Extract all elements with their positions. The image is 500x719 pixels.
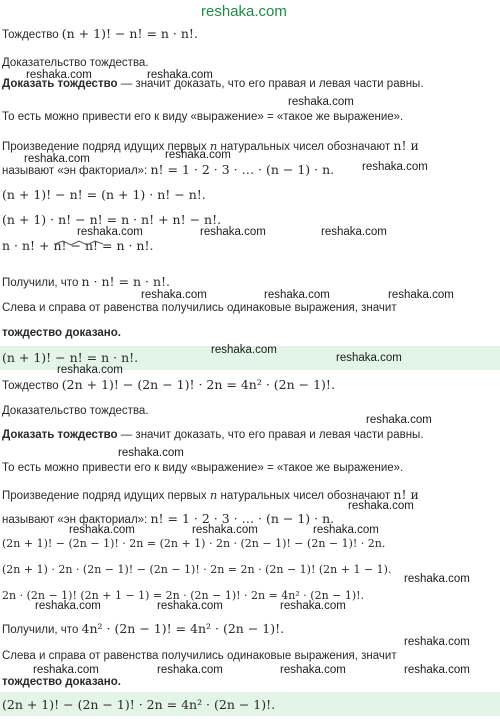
got-line-2 — [2, 621, 284, 638]
watermark: reshaka.com — [33, 664, 99, 676]
product-suffix: натуральных чисел обозначают — [217, 490, 394, 502]
means-line-2: То есть можно привести его к виду «выражение» = «такое же выражение». — [2, 462, 404, 474]
answer-1: (n + 1)! − n! = n · n!. — [2, 350, 139, 365]
product-suffix: натуральных чисел обозначают — [217, 141, 394, 153]
got-prefix: Получили, что — [2, 624, 82, 636]
watermark: reshaka.com — [118, 447, 184, 459]
watermark: reshaka.com — [280, 600, 346, 612]
title-formula: (2n + 1)! − (2n − 1)! · 2n = 4n² · (2n − 1)!. — [61, 377, 335, 392]
product-end: n! и — [393, 487, 419, 502]
watermark: reshaka.com — [57, 364, 123, 376]
watermark: reshaka.com — [362, 161, 428, 173]
product-var: n — [209, 488, 218, 502]
identity-title-1 — [2, 26, 198, 43]
cancel-strike-marks — [55, 240, 105, 246]
watermark: reshaka.com — [192, 524, 258, 536]
factorial-formula: n! = 1 · 2 · 3 · … · (n − 1) · n. — [150, 162, 335, 177]
got-prefix: Получили, что — [2, 277, 82, 289]
product-var: n — [209, 139, 218, 153]
step-2-3: 2n · (2n − 1)! (2n + 1 − 1) = 2n · (2n − 1)! · 2n = 4n² · (2n − 1)!. — [2, 589, 365, 602]
proven-2: тождество доказано. — [2, 676, 121, 688]
watermark: reshaka.com — [336, 352, 402, 364]
title-prefix: Тождество — [2, 380, 62, 392]
definition-2 — [2, 428, 424, 443]
product-end: n! и — [393, 138, 419, 153]
definition-bold: Доказать тождество — [2, 429, 118, 441]
watermark: reshaka.com — [288, 96, 354, 108]
got-formula: 4n² · (2n − 1)! = 4n² · (2n − 1)!. — [81, 621, 285, 636]
factorial-prefix: называют «эн факториал»: — [2, 165, 151, 177]
proven-1: тождество доказано. — [2, 327, 121, 339]
watermark: reshaka.com — [26, 69, 92, 81]
factorial-prefix: называют «эн факториал»: — [2, 514, 151, 526]
watermark: reshaka.com — [321, 226, 387, 238]
title-formula: (n + 1)! − n! = n · n!. — [61, 26, 198, 41]
product-prefix: Произведение подряд идущих первых — [2, 490, 210, 502]
proof-heading-1: Доказательство тождества. — [2, 57, 149, 69]
watermark-top: reshaka.com — [201, 3, 287, 20]
factorial-formula: n! = 1 · 2 · 3 · … · (n − 1) · n. — [150, 511, 335, 526]
definition-rest: — значит доказать, что его правая и левая части равны. — [117, 429, 424, 441]
step-1-1: (n + 1)! − n! = (n + 1) · n! − n!. — [2, 187, 206, 202]
watermark: reshaka.com — [388, 289, 454, 301]
watermark: reshaka.com — [280, 664, 346, 676]
means-line-1: То есть можно привести его к виду «выражение» = «такое же выражение». — [2, 111, 404, 123]
watermark: reshaka.com — [165, 149, 231, 161]
watermark: reshaka.com — [404, 573, 470, 585]
identity-title-2 — [2, 377, 335, 394]
watermark: reshaka.com — [264, 289, 330, 301]
watermark: reshaka.com — [313, 524, 379, 536]
same-line-1: Слева и справа от равенства получились одинаковые выражения, значит — [2, 302, 397, 314]
watermark: reshaka.com — [157, 600, 223, 612]
watermark: reshaka.com — [141, 289, 207, 301]
watermark: reshaka.com — [157, 664, 223, 676]
watermark: reshaka.com — [200, 226, 266, 238]
watermark: reshaka.com — [24, 153, 90, 165]
factorial-line-2 — [2, 511, 334, 528]
same-line-2: Слева и справа от равенства получились одинаковые выражения, значит — [2, 650, 397, 662]
definition-rest: — значит доказать, что его правая и левая части равны. — [117, 78, 424, 90]
step-1-3: n · n! + n! − n! = n · n!. — [2, 238, 154, 253]
answer-2: (2n + 1)! − (2n − 1)! · 2n = 4n² · (2n − 1)!. — [2, 697, 276, 712]
product-prefix: Произведение подряд идущих первых — [2, 141, 210, 153]
watermark: reshaka.com — [404, 664, 470, 676]
watermark: reshaka.com — [69, 524, 135, 536]
watermark: reshaka.com — [348, 500, 414, 512]
title-prefix: Тождество — [2, 29, 62, 41]
step-2-1: (2n + 1)! − (2n − 1)! · 2n = (2n + 1) · 2n · (2n − 1)! − (2n − 1)! · 2n. — [2, 537, 386, 550]
watermark: reshaka.com — [211, 344, 277, 356]
watermark: reshaka.com — [366, 414, 432, 426]
watermark: reshaka.com — [404, 636, 470, 648]
watermark: reshaka.com — [147, 69, 213, 81]
definition-bold: Доказать тождество — [2, 78, 118, 90]
watermark: reshaka.com — [77, 226, 143, 238]
proof-heading-2: Доказательство тождества. — [2, 405, 149, 417]
step-2-2: (2n + 1) · 2n · (2n − 1)! − (2n − 1)! · 2n = 2n · (2n − 1)! (2n + 1 − 1). — [2, 563, 392, 576]
step-1-2: (n + 1) · n! − n! = n · n! + n! − n!. — [2, 212, 222, 227]
watermark: reshaka.com — [35, 600, 101, 612]
got-formula: n · n! = n · n!. — [81, 274, 171, 289]
